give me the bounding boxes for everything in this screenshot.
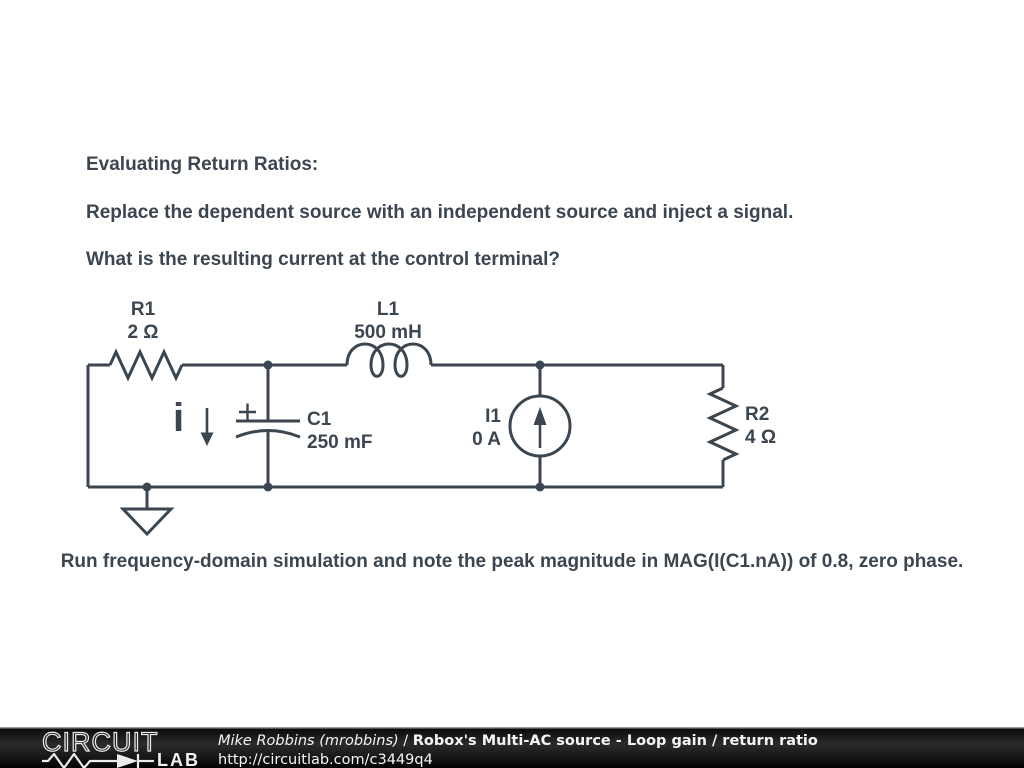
separator: / <box>398 733 413 749</box>
schematic-url: http://circuitlab.com/c3449q4 <box>218 751 433 768</box>
logo-resistor-diode-icon <box>42 753 154 768</box>
current-source-i1-symbol <box>510 396 570 456</box>
label-i1-ref: I1 <box>485 406 501 427</box>
logo-text-circuit: CIRCUIT <box>42 727 159 757</box>
label-c1 <box>307 409 372 454</box>
logo-text-lab: LAB <box>157 750 200 768</box>
author-name: Mike Robbins (mrobbins) <box>218 733 399 749</box>
simulation-footnote: Run frequency-domain simulation and note the peak magnitude in MAG(I(C1.nA)) of 0.8, zero phase. <box>60 551 964 572</box>
schematic-title: Robox's Multi-AC source - Loop gain / return ratio <box>412 733 818 749</box>
paragraph-replace-source: Replace the dependent source with an independent source and inject a signal. <box>86 202 794 223</box>
label-i1 <box>418 406 501 451</box>
label-c1-value: 250 mF <box>307 431 373 453</box>
circuitlab-logo <box>42 727 200 768</box>
injected-current-label: i <box>173 396 185 440</box>
label-l1-value: 500 mH <box>354 321 422 343</box>
resistor-r2-symbol <box>710 388 736 460</box>
label-r2-ref: R2 <box>745 404 770 425</box>
ground-icon <box>123 509 171 534</box>
polarized-capacitor-c1-symbol <box>236 404 300 438</box>
current-direction-down-arrow <box>201 408 214 446</box>
label-i1-value: 0 A <box>472 428 501 450</box>
footer-text <box>218 732 818 768</box>
label-r2-value: 4 Ω <box>745 426 777 448</box>
label-l1-ref: L1 <box>376 299 400 320</box>
label-c1-ref: C1 <box>307 409 332 430</box>
label-r2 <box>745 404 776 449</box>
label-l1 <box>354 299 422 344</box>
footer-line1 <box>218 732 818 751</box>
label-r1-value: 2 Ω <box>127 321 159 343</box>
inductor-l1-symbol <box>347 344 431 376</box>
resistor-r1-symbol <box>110 352 182 378</box>
slide-heading: Evaluating Return Ratios: <box>86 154 319 175</box>
plus-polarity-icon <box>239 404 256 421</box>
label-r1 <box>127 299 158 344</box>
label-r1-ref: R1 <box>130 299 156 320</box>
paragraph-question: What is the resulting current at the control terminal? <box>86 249 560 270</box>
current-arrow-up-icon <box>534 407 547 448</box>
